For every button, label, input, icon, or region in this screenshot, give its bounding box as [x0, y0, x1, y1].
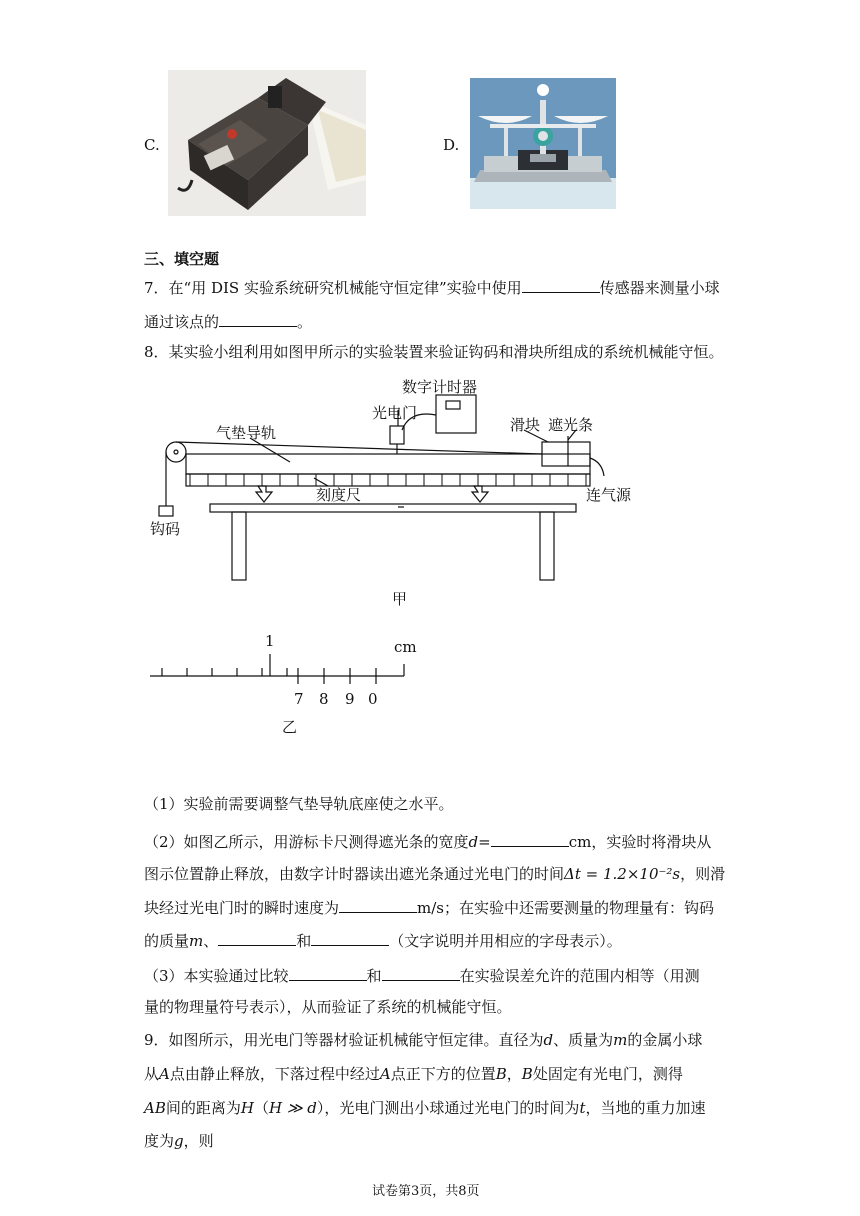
var-g: g	[174, 1132, 184, 1150]
string-horizontal	[176, 442, 542, 454]
air-track	[186, 454, 590, 474]
q8-p2-l4-text-c: 和	[296, 932, 312, 950]
var-A: A	[159, 1065, 170, 1083]
var-B: B	[495, 1065, 507, 1083]
q8-part1: （1）实验前需要调整气垫导轨底座使之水平。	[144, 795, 454, 813]
var-A: A	[379, 1065, 391, 1083]
option-d-label: D.	[443, 136, 460, 154]
delta-t-formula: Δt = 1.2×10⁻²s	[564, 865, 681, 883]
table-top	[210, 504, 576, 512]
q8-blank-width[interactable]	[491, 830, 569, 847]
q9-l2-d: ，	[506, 1065, 522, 1083]
q8-p2-l1-text-a: （2）如图乙所示，用游标卡尺测得遮光条的宽度	[144, 833, 469, 851]
ticker-timer-photo	[168, 70, 366, 216]
hook-weight	[159, 506, 173, 516]
vernier-label-9: 9	[345, 690, 355, 708]
vernier-label-0: 0	[368, 690, 378, 708]
page-footer: 试卷第3页，共8页	[372, 1184, 480, 1199]
q7-line1-text-a: 7．在“用 DIS 实验系统研究机械能守恒定律”实验中使用	[144, 279, 522, 297]
q7-blank-1[interactable]	[522, 276, 600, 293]
vernier-main-mark: 1	[265, 632, 275, 650]
q8-p2-l1-text-b: cm，实验时将滑块从	[568, 833, 712, 851]
var-m: m	[189, 932, 204, 950]
var-d: d	[543, 1031, 554, 1049]
q9-line1	[144, 1030, 702, 1050]
q9-l2-a: 从	[144, 1065, 160, 1083]
label-ruler: 刻度尺	[316, 486, 362, 504]
vernier-label-7: 7	[294, 690, 304, 708]
var-B: B	[521, 1065, 533, 1083]
var-AB: AB	[144, 1099, 166, 1117]
q8-p2-l4-text-d: （文字说明并用相应的字母表示）。	[389, 932, 622, 950]
q8-blank-compare-2[interactable]	[382, 964, 460, 981]
main-scale-ticks	[162, 654, 287, 676]
label-digital-timer: 数字计时器	[402, 378, 478, 396]
q7-blank-2[interactable]	[219, 310, 297, 327]
q8-blank-velocity[interactable]	[339, 896, 417, 913]
q8-part2-line2	[144, 864, 725, 884]
q9-l4-b: ，则	[183, 1132, 214, 1150]
q7-line2	[144, 310, 312, 332]
figure-yi-caption: 乙	[282, 718, 298, 736]
label-slider: 滑块	[510, 416, 541, 434]
q9-l2-b: 点由静止释放，下落过程中经过	[169, 1065, 380, 1083]
q7-line1	[144, 276, 720, 298]
q7-line2-text-b: 。	[297, 313, 313, 331]
var-t: t	[579, 1099, 586, 1117]
q8-p2-l2-text-b: ，则滑	[680, 865, 726, 883]
q7-line1-text-b: 传感器来测量小球	[599, 279, 720, 297]
q8-p2-l3-text-a: 块经过光电门时的瞬时速度为	[144, 899, 340, 917]
var-H: H	[240, 1099, 254, 1117]
q9-l2-c: 点正下方的位置	[390, 1065, 496, 1083]
q9-l4-a: 度为	[144, 1132, 175, 1150]
q9-line2	[144, 1064, 683, 1084]
q9-l1-c: 的金属小球	[627, 1031, 703, 1049]
q8-blank-quantity-2[interactable]	[311, 929, 389, 946]
q8-p2-l4-text-b: 、	[203, 932, 219, 950]
label-shading-strip: 遮光条	[548, 416, 594, 434]
section-title: 三、填空题	[144, 250, 220, 268]
vernier-unit: cm	[394, 638, 417, 656]
vernier-label-8: 8	[319, 690, 329, 708]
label-air-track: 气垫导轨	[216, 424, 277, 442]
q8-p2-l4-text-a: 的质量	[144, 932, 190, 950]
q9-l2-e: 处固定有光电门，测得	[532, 1065, 683, 1083]
q8-intro: 8．某实验小组利用如图甲所示的实验装置来验证钩码和滑块所组成的系统机械能守恒。	[144, 343, 724, 361]
q8-part2-line3	[144, 896, 714, 918]
label-air-source: 连气源	[586, 486, 632, 504]
q8-blank-quantity-1[interactable]	[218, 929, 296, 946]
equals-sign: =	[478, 833, 491, 851]
q9-line3	[144, 1098, 705, 1118]
ruler-tick-group	[190, 474, 586, 486]
q8-part2-line4	[144, 929, 622, 951]
q8-p3-l1-text-b: 和	[366, 967, 382, 985]
support-right	[472, 486, 488, 502]
q8-p2-l3-text-b: m/s；在实验中还需要测量的物理量有：钩码	[417, 899, 714, 917]
q9-l1-b: 、质量为	[553, 1031, 614, 1049]
label-photogate: 光电门	[372, 404, 418, 422]
var-d: d	[468, 833, 479, 851]
q8-part3-line2: 量的物理量符号表示），从而验证了系统的机械能守恒。	[144, 998, 512, 1016]
q8-blank-compare-1[interactable]	[289, 964, 367, 981]
balance-scale-photo	[470, 78, 616, 209]
pulley	[166, 442, 186, 462]
q7-line2-text-a: 通过该点的	[144, 313, 220, 331]
q9-l3-c: ），光电门测出小球通过光电门的时间为	[316, 1099, 580, 1117]
q8-p3-l1-text-c: 在实验误差允许的范围内相等（用测	[459, 967, 700, 985]
air-hose	[590, 458, 604, 476]
var-m: m	[613, 1031, 628, 1049]
digital-timer-display	[446, 401, 460, 409]
table-leg-right	[540, 512, 554, 580]
q9-l1-a: 9．如图所示，用光电门等器材验证机械能守恒定律。直径为	[144, 1031, 544, 1049]
support-left	[256, 486, 272, 502]
q9-l3-d: ，当地的重力加速	[585, 1099, 706, 1117]
q9-l3-a: 间的距离为	[165, 1099, 241, 1117]
table-leg-left	[232, 512, 246, 580]
q8-p2-l2-text-a: 图示位置静止释放，由数字计时器读出遮光条通过光电门的时间	[144, 865, 565, 883]
condition-H-much-greater-d: H ≫ d	[268, 1099, 317, 1117]
q8-p3-l1-text-a: （3）本实验通过比较	[144, 967, 289, 985]
label-hook-weight: 钩码	[150, 520, 181, 538]
figure-jia-caption: 甲	[392, 590, 408, 608]
q8-part2-line1	[144, 830, 711, 852]
option-c-label: C.	[144, 136, 160, 154]
q9-l3-b: （	[253, 1099, 269, 1117]
q9-line4	[144, 1131, 214, 1151]
q8-part3-line1	[144, 964, 700, 986]
